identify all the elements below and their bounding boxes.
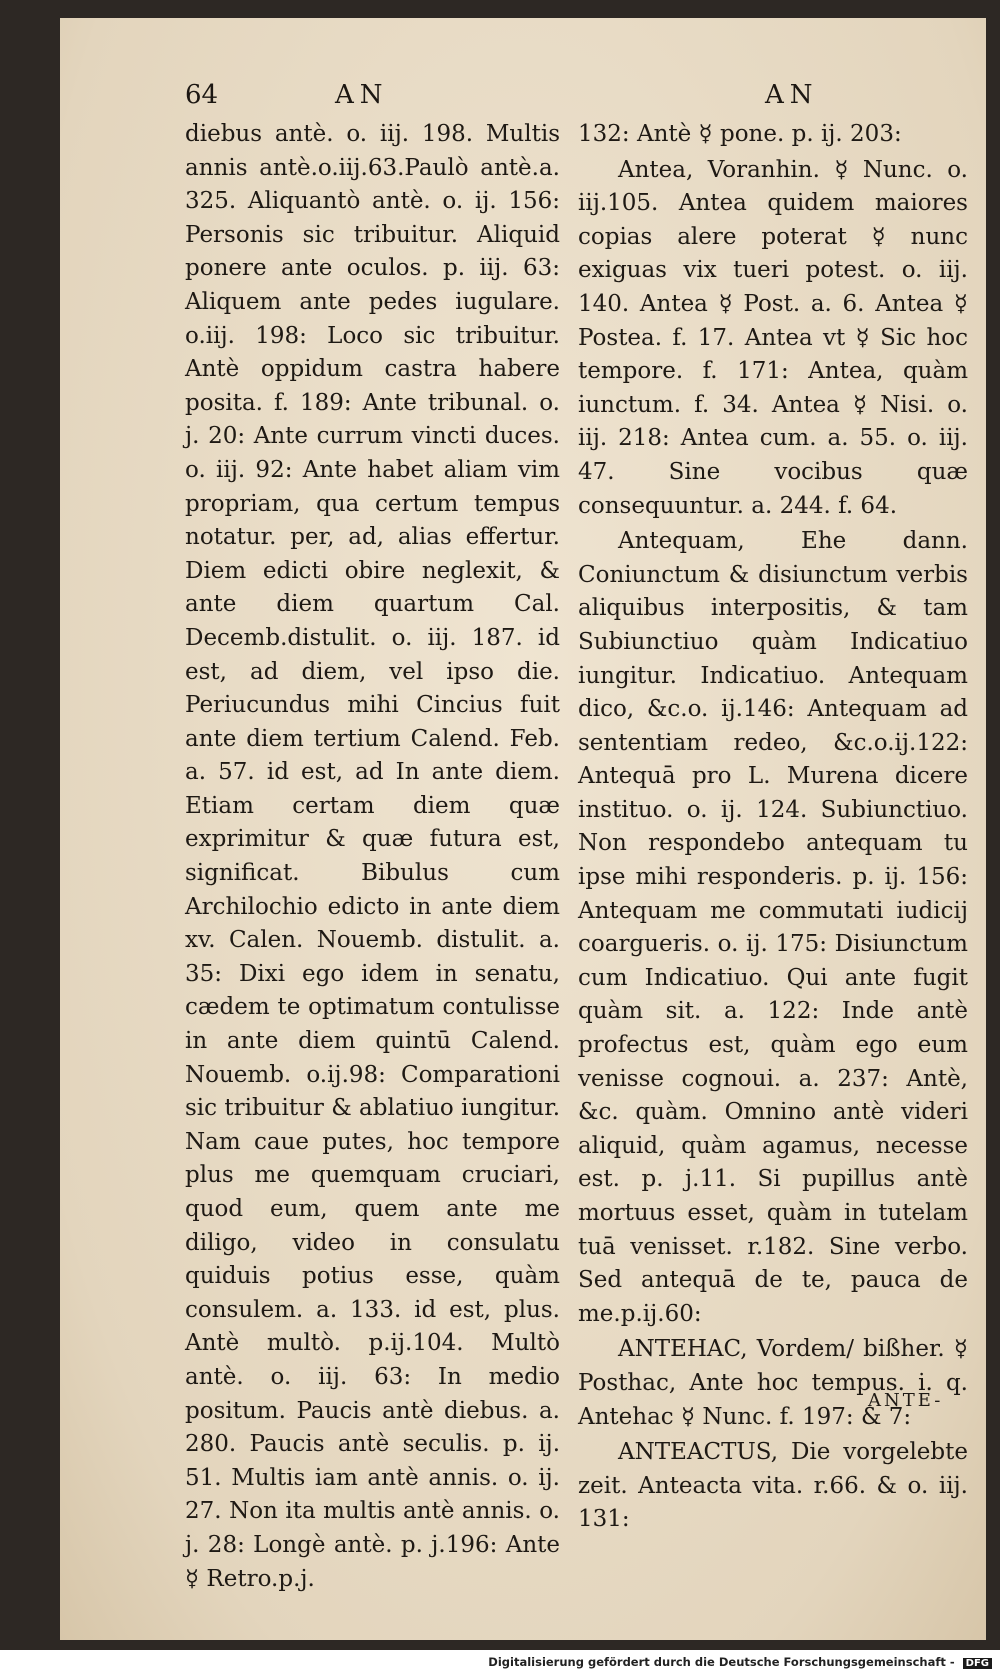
footer-credit-text: Digitalisierung gefördert durch die Deutsche Forschungsgemeinschaft - xyxy=(488,1655,955,1669)
page-number: 64 xyxy=(185,80,219,110)
right-column xyxy=(578,118,968,1537)
book-page xyxy=(60,18,986,1640)
right-para-antequam: Antequam, Ehe dann. Coniunctum & disiunctum verbis aliquibus interpositis, & tam Subiunctiuo quàm Indicatiuo iungitur. Indicatiuo. Antequam dico, &c.o. ij.146: Antequam ad sententiam redeo, &c.o.ij.122: Antequā pro L. Murena dicere instituo. o. ij. 124. Subiunctiuo. Non respondebo antequam tu ipse mihi responderis. p. ij. 156: Antequam me commutati iudicij coargueris. o. ij. 175: Disiunctum cum Indicatiuo. Qui ante fugit quàm sit. a. 122: Inde antè profectus est, quàm ego eum venisse cognoui. a. 237: Antè, &c. quàm. Omnino antè videri aliquid, quàm agamus, necesse est. p. j.11. Si pupillus antè mortuus esset, quàm in tutelam tuā venisset. r.182. Sine verbo. Sed antequā de te, pauca de me.p.ij.60: xyxy=(578,528,968,1327)
left-running-head: AN xyxy=(335,80,389,110)
right-para-anteactus: ANTEACTUS, Die vorgelebte zeit. Anteacta vita. r.66. & o. iij. 131: xyxy=(578,1439,968,1533)
right-para-1: 132: Antè ☿ pone. p. ij. 203: xyxy=(578,121,902,147)
left-column-text: diebus antè. o. iij. 198. Multis annis antè.o.iij.63.Paulò antè.a. 325. Aliquantò antè. o. ij. 156: Personis sic tribuitur. Aliquid ponere ante oculos. p. iij. 63: Aliquem ante pedes iugulare. o.iij. 198: Loco sic tribuitur. Antè oppidum castra habere posita. f. 189: Ante tribunal. o. j. 20: Ante currum vincti duces. o. iij. 92: Ante habet aliam vim propriam, qua certum tempus notatur. per, ad, alias effertur. Diem edicti obire neglexit, & ante diem quartum Cal. Decemb.distulit. o. iij. 187. id est, ad diem, vel ipso die. Periucundus mihi Cincius fuit ante diem tertium Calend. Feb. a. 57. id est, ad In ante diem. Etiam certam diem quæ exprimitur & quæ futura est, significat. Bibulus cum Archilochio edicto in ante diem xv. Calen. Nouemb. distulit. a. 35: Dixi ego idem in senatu, cædem te optimatum contulisse in ante diem quintū Calend. Nouemb. o.ij.98: Comparationi sic tribuitur & ablatiuo iungitur. Nam caue putes, hoc tempore plus me quemquam cruciari, quod eum, quem ante me diligo, video in consulatu quiduis potius esse, quàm consulem. a. 133. id est, plus. Antè multò. p.ij.104. Multò antè. o. iij. 63: In medio positum. Paucis antè diebus. a. 280. Paucis antè seculis. p. ij. 51. Multis iam antè annis. o. ij. 27. Non ita multis antè annis. o. j. 28: Longè antè. p. j.196: Ante ☿ Retro.p.j. xyxy=(185,121,560,1592)
footer-credit xyxy=(488,1655,992,1669)
catchword: ANTE- xyxy=(868,1390,944,1411)
right-para-antehac: ANTEHAC, Vordem/ bißher. ☿ Posthac, Ante hoc tempus. i. q. Antehac ☿ Nunc. f. 197: & 7: xyxy=(578,1336,968,1430)
running-header xyxy=(185,80,886,120)
left-column xyxy=(185,118,560,1596)
right-para-antea: Antea, Voranhin. ☿ Nunc. o. iij.105. Antea quidem maiores copias alere poterat ☿ nunc exiguas vix tueri potest. o. iij. 140. Antea ☿ Post. a. 6. Antea ☿ Postea. f. 17. Antea vt ☿ Sic hoc tempore. f. 171: Antea, quàm iunctum. f. 34. Antea ☿ Nisi. o. iij. 218: Antea cum. a. 55. o. iij. 47. Sine vocibus quæ consequuntur. a. 244. f. 64. xyxy=(578,156,968,519)
right-running-head: AN xyxy=(765,80,819,110)
footer-bar xyxy=(0,1650,1000,1676)
dfg-logo: DFG xyxy=(963,1658,992,1669)
